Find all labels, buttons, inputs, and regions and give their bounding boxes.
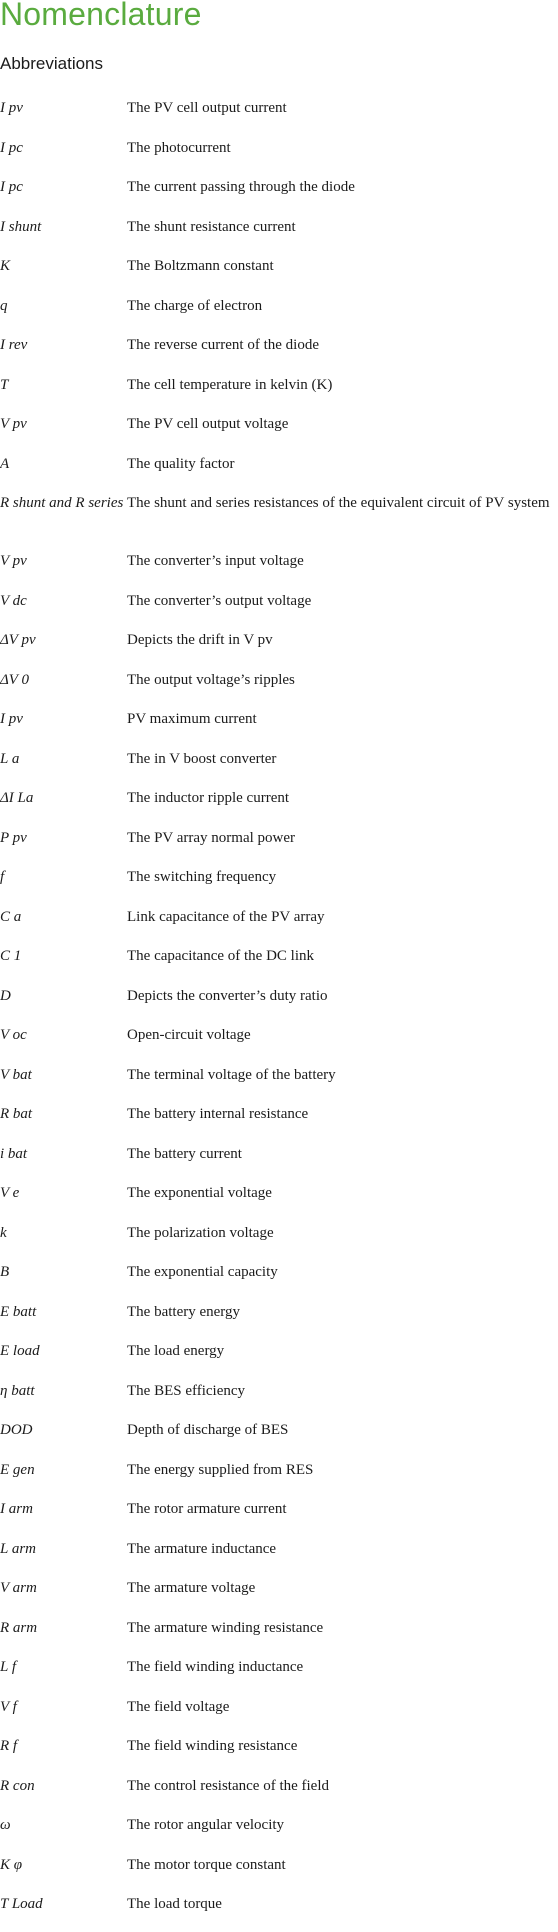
row-symbol: η batt <box>0 1382 35 1399</box>
row-description: The inductor ripple current <box>127 790 290 806</box>
row-description: PV maximum current <box>127 711 257 727</box>
row-symbol: I arm <box>0 1501 33 1517</box>
row-symbol: ΔV 0 <box>0 671 29 688</box>
row-symbol: V oc <box>0 1027 27 1043</box>
nomenclature-row <box>0 944 558 984</box>
nomenclature-list <box>0 96 558 1932</box>
row-description: The battery current <box>127 1145 242 1162</box>
nomenclature-row <box>0 1142 558 1182</box>
nomenclature-row <box>0 628 558 668</box>
row-description: The shunt resistance current <box>127 218 296 235</box>
row-description: The reverse current of the diode <box>127 337 319 353</box>
nomenclature-row <box>0 1616 558 1656</box>
row-symbol: ΔV pv <box>0 632 36 648</box>
row-description: The converter’s input voltage <box>127 553 304 569</box>
row-description: The exponential capacity <box>127 1264 278 1280</box>
row-description: The quality factor <box>127 455 235 472</box>
row-description: Depth of discharge of BES <box>127 1422 289 1438</box>
row-symbol: V pv <box>0 553 27 569</box>
nomenclature-row <box>0 215 558 255</box>
row-description: The control resistance of the field <box>127 1777 330 1794</box>
nomenclature-row <box>0 1102 558 1142</box>
row-symbol: E gen <box>0 1461 35 1478</box>
row-symbol: C a <box>0 908 22 925</box>
nomenclature-row <box>0 412 558 452</box>
row-symbol: E load <box>0 1343 40 1359</box>
nomenclature-row <box>0 786 558 826</box>
row-description: The charge of electron <box>127 297 263 314</box>
row-symbol: I pv <box>0 711 23 727</box>
nomenclature-row <box>0 984 558 1024</box>
row-symbol: R f <box>0 1738 18 1754</box>
nomenclature-row <box>0 1063 558 1103</box>
nomenclature-row <box>0 333 558 373</box>
nomenclature-row <box>0 1695 558 1735</box>
row-symbol: C 1 <box>0 948 22 964</box>
nomenclature-row <box>0 1892 558 1932</box>
row-symbol: K <box>0 258 11 274</box>
row-description: The current passing through the diode <box>127 179 355 195</box>
row-symbol: ω <box>0 1817 11 1833</box>
row-description: Open-circuit voltage <box>127 1027 251 1043</box>
nomenclature-row <box>0 707 558 747</box>
row-symbol: V f <box>0 1698 17 1715</box>
row-symbol: V bat <box>0 1066 32 1083</box>
row-symbol: V arm <box>0 1580 37 1596</box>
row-description: The capacitance of the DC link <box>127 948 315 964</box>
nomenclature-row <box>0 1300 558 1340</box>
nomenclature-row <box>0 826 558 866</box>
row-symbol: R arm <box>0 1619 38 1636</box>
row-symbol: I pc <box>0 139 23 156</box>
row-description: The switching frequency <box>127 869 277 885</box>
row-description: The rotor armature current <box>127 1501 287 1517</box>
row-symbol: T Load <box>0 1896 43 1912</box>
nomenclature-row <box>0 254 558 294</box>
nomenclature-row <box>0 96 558 136</box>
nomenclature-row <box>0 549 558 589</box>
nomenclature-row <box>0 1813 558 1853</box>
section-subtitle: Abbreviations <box>0 54 104 73</box>
nomenclature-row <box>0 1458 558 1498</box>
row-symbol: q <box>0 297 8 314</box>
row-description: The battery energy <box>127 1303 241 1320</box>
nomenclature-row <box>0 1260 558 1300</box>
row-description: The exponential voltage <box>127 1185 272 1201</box>
row-description: The photocurrent <box>127 139 231 156</box>
nomenclature-row <box>0 1853 558 1893</box>
row-symbol: I pc <box>0 179 23 195</box>
row-description: Link capacitance of the PV array <box>127 908 325 925</box>
row-symbol: A <box>0 455 10 472</box>
nomenclature-row <box>0 491 558 549</box>
nomenclature-row <box>0 1379 558 1419</box>
nomenclature-row <box>0 668 558 708</box>
row-description: The output voltage’s ripples <box>127 671 295 688</box>
row-description: The converter’s output voltage <box>127 592 312 609</box>
row-symbol: L f <box>0 1659 16 1675</box>
row-symbol: V pv <box>0 416 27 432</box>
row-symbol: D <box>0 987 11 1004</box>
nomenclature-row <box>0 1418 558 1458</box>
row-symbol: I rev <box>0 337 28 353</box>
row-symbol: ΔI La <box>0 790 34 806</box>
row-symbol: L arm <box>0 1540 36 1557</box>
row-description: The field voltage <box>127 1698 230 1715</box>
row-description: Depicts the converter’s duty ratio <box>127 987 328 1004</box>
row-symbol: T <box>0 376 9 393</box>
row-description: The PV cell output current <box>127 100 287 116</box>
nomenclature-row <box>0 373 558 413</box>
nomenclature-row <box>0 1537 558 1577</box>
row-description: The energy supplied from RES <box>127 1461 314 1478</box>
row-symbol: V dc <box>0 592 27 609</box>
nomenclature-row <box>0 1774 558 1814</box>
nomenclature-row <box>0 1181 558 1221</box>
row-description: The load energy <box>127 1343 225 1359</box>
row-symbol: R con <box>0 1777 35 1794</box>
row-symbol: R shunt and R series <box>0 495 124 511</box>
row-symbol: I pv <box>0 100 23 116</box>
row-description: The rotor angular velocity <box>127 1817 285 1833</box>
row-description: The shunt and series resistances of the equivalent circuit of PV system <box>127 495 550 511</box>
row-description: The terminal voltage of the battery <box>127 1066 336 1083</box>
row-description: The Boltzmann constant <box>127 258 274 274</box>
row-symbol: I shunt <box>0 218 42 235</box>
row-description: The PV cell output voltage <box>127 416 289 432</box>
row-symbol: E batt <box>0 1303 37 1320</box>
row-description: The armature voltage <box>127 1580 256 1596</box>
row-symbol: K φ <box>0 1856 23 1873</box>
row-symbol: f <box>0 869 5 885</box>
nomenclature-row <box>0 1734 558 1774</box>
row-description: The PV array normal power <box>127 829 296 846</box>
nomenclature-row <box>0 1339 558 1379</box>
nomenclature-row <box>0 1023 558 1063</box>
row-symbol: P pv <box>0 829 27 846</box>
row-description: The polarization voltage <box>127 1224 274 1241</box>
row-description: The armature winding resistance <box>127 1619 324 1636</box>
nomenclature-row <box>0 905 558 945</box>
nomenclature-row <box>0 294 558 334</box>
nomenclature-row <box>0 1221 558 1261</box>
row-symbol: i bat <box>0 1145 28 1162</box>
row-description: The field winding resistance <box>127 1738 298 1754</box>
nomenclature-row <box>0 589 558 629</box>
row-description: Depicts the drift in V pv <box>127 632 273 648</box>
nomenclature-row <box>0 452 558 492</box>
row-description: The load torque <box>127 1896 222 1912</box>
nomenclature-row <box>0 1497 558 1537</box>
nomenclature-row <box>0 175 558 215</box>
row-description: The field winding inductance <box>127 1659 304 1675</box>
row-symbol: L a <box>0 750 20 767</box>
row-description: The cell temperature in kelvin (K) <box>127 376 333 393</box>
row-description: The armature inductance <box>127 1540 277 1557</box>
nomenclature-row <box>0 747 558 787</box>
nomenclature-row <box>0 1655 558 1695</box>
row-symbol: DOD <box>0 1422 33 1438</box>
row-symbol: B <box>0 1264 10 1280</box>
row-description: The BES efficiency <box>127 1382 246 1399</box>
nomenclature-row <box>0 865 558 905</box>
nomenclature-row <box>0 1576 558 1616</box>
page-title: Nomenclature <box>0 0 202 32</box>
row-symbol: R bat <box>0 1106 33 1122</box>
row-symbol: V e <box>0 1185 20 1201</box>
row-description: The in V boost converter <box>127 750 277 767</box>
row-symbol: k <box>0 1224 7 1241</box>
row-description: The motor torque constant <box>127 1856 286 1873</box>
row-description: The battery internal resistance <box>127 1106 309 1122</box>
nomenclature-row <box>0 136 558 176</box>
